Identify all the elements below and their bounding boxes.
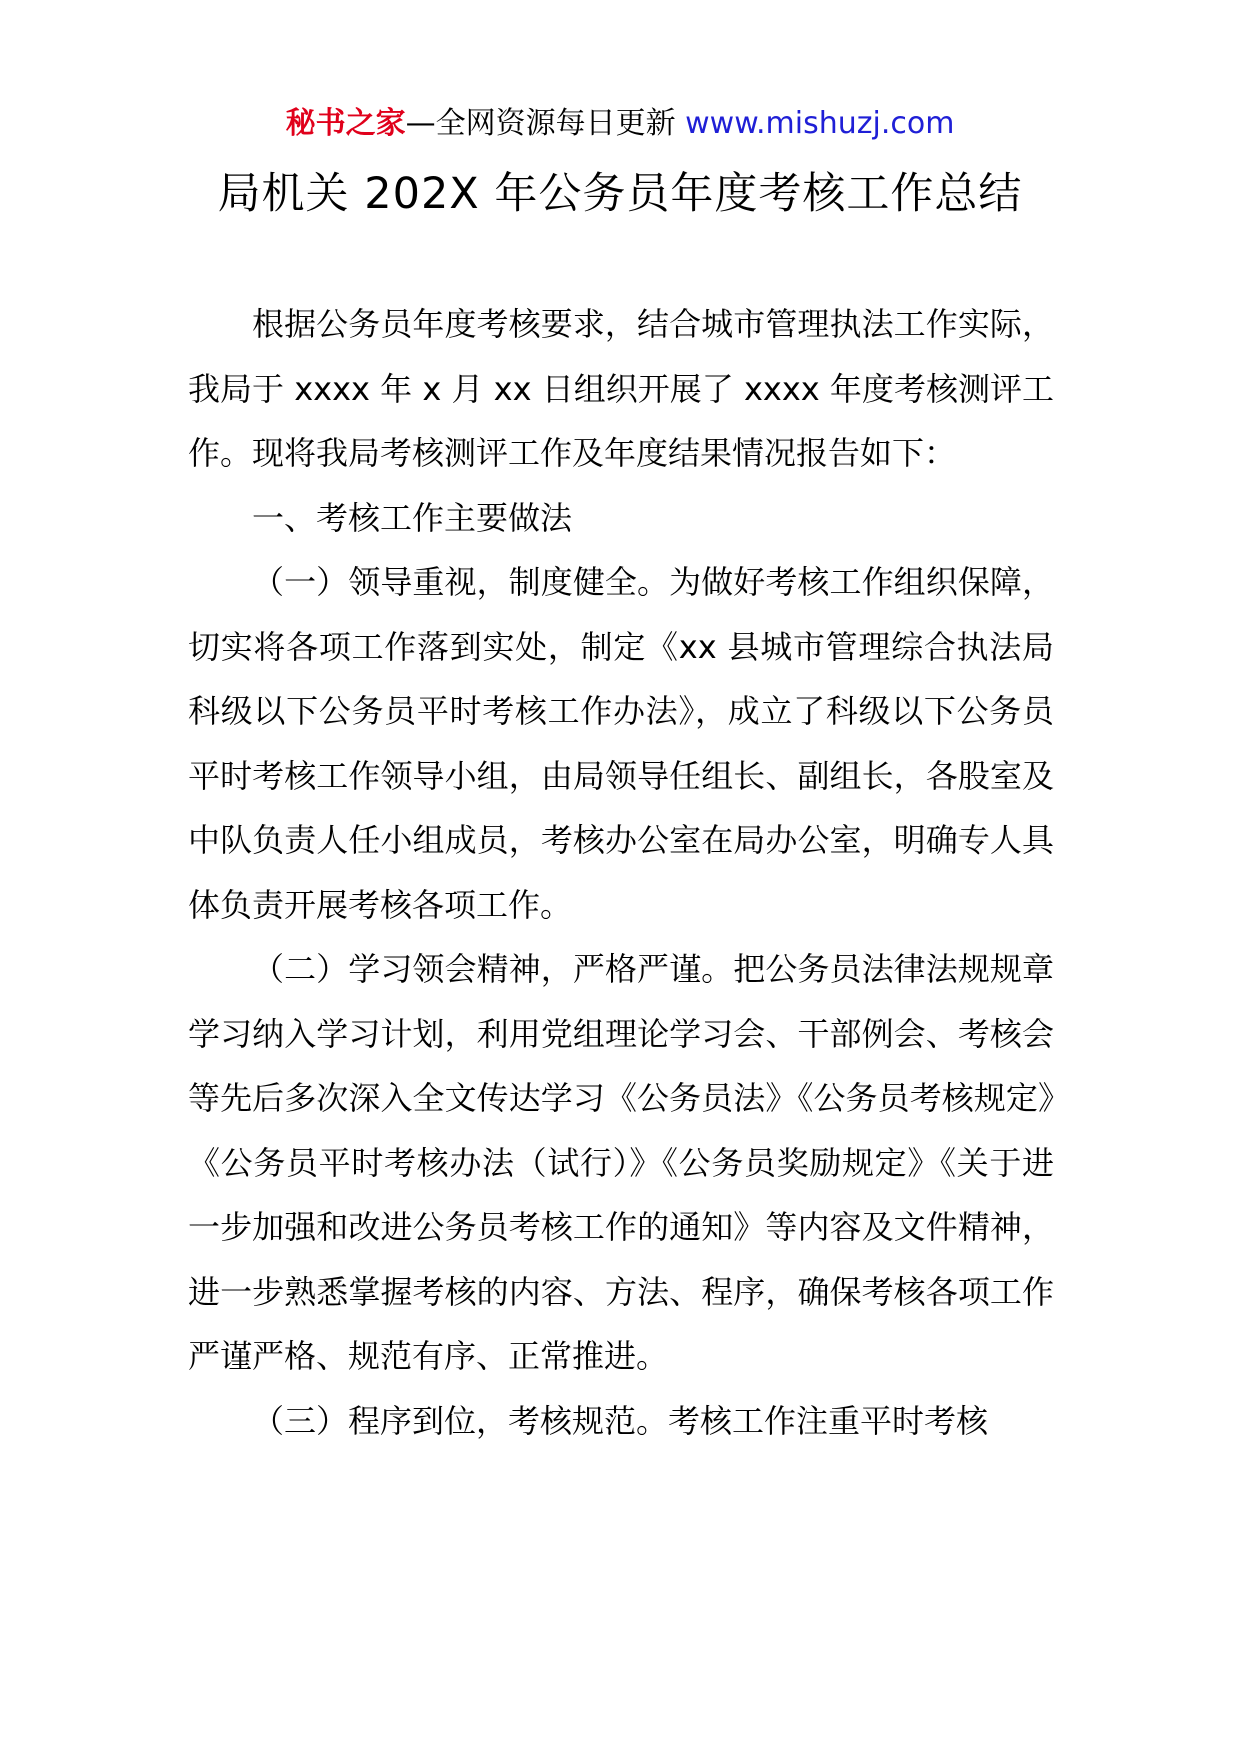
- paragraph-item-2: （二）学习领会精神，严格严谨。把公务员法律法规规章学习纳入学习计划，利用党组理论学习会、干部例会、考核会等先后多次深入全文传达学习《公务员法》《公务员考核规定》《公务员平时考核办法（试行）》《公务员奖励规定》《关于进一步加强和改进公务员考核工作的通知》等内容及文件精神，进一步熟悉掌握考核的内容、方法、程序，确保考核各项工作严谨严格、规范有序、正常推进。: [188, 950, 1054, 1375]
- paragraph-item-3: （三）程序到位，考核规范。考核工作注重平时考核: [252, 1401, 989, 1440]
- document-title: 局机关 202X 年公务员年度考核工作总结: [217, 169, 1023, 219]
- document-body: [188, 292, 1054, 1453]
- header-tagline: —全网资源每日更新: [405, 106, 686, 141]
- section-heading: 一、考核工作主要做法: [252, 498, 573, 537]
- site-header: [0, 104, 1240, 144]
- paragraph-item-1: （一）领导重视，制度健全。为做好考核工作组织保障，切实将各项工作落到实处，制定《xx 县城市管理综合执法局科级以下公务员平时考核工作办法》，成立了科级以下公务员平时考核工作领导小组，由局领导任组长、副组长，各股室及中队负责人任小组成员，考核办公室在局办公室，明确专人具体负责开展考核各项工作。: [188, 563, 1054, 924]
- brand-name: 秘书之家: [285, 106, 406, 141]
- site-url: www.mishuzj.com: [685, 106, 955, 141]
- paragraph-intro: 根据公务员年度考核要求，结合城市管理执法工作实际，我局于 xxxx 年 x 月 xx 日组织开展了 xxxx 年度考核测评工作。现将我局考核测评工作及年度结果情况报告如下：: [188, 305, 1054, 472]
